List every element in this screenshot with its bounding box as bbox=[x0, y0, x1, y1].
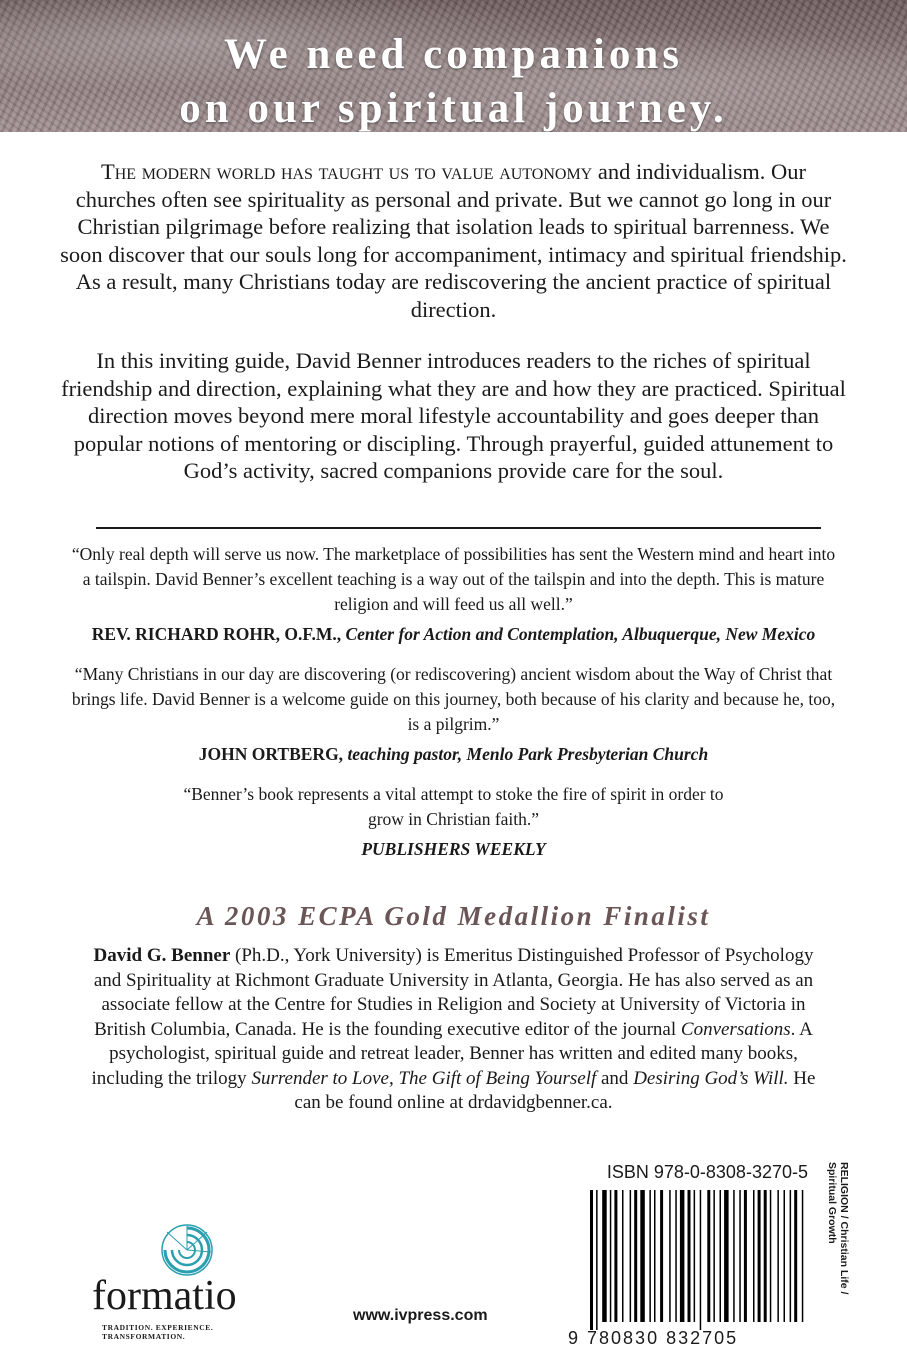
isbn-barcode bbox=[568, 1162, 808, 1352]
endorsement-attribution bbox=[180, 837, 727, 862]
endorser-name: JOHN ORTBERG, bbox=[198, 744, 344, 764]
endorser-affiliation: teaching pastor, Menlo Park Presbyterian Church bbox=[347, 744, 709, 764]
tagline-line-2: TRANSFORMATION. bbox=[102, 1332, 186, 1341]
barcode-bar bbox=[794, 1190, 797, 1322]
barcode-bar bbox=[784, 1190, 786, 1322]
endorsement-text: “Only real depth will serve us now. The marketplace of possibilities has sent the Western mind and heart into a tailspin. David Benner’s excellent teaching is a way out of the tailspin and into the depth. This is mature religion and will feed us all well.” bbox=[71, 544, 836, 614]
logo-wordmark: formatio bbox=[92, 1273, 237, 1319]
author-name: David G. Benner bbox=[93, 945, 231, 966]
category-line-1: RELIGION / Christian Life / bbox=[838, 1162, 850, 1295]
header-banner bbox=[0, 0, 907, 132]
barcode-bar bbox=[733, 1190, 735, 1322]
description-body-1: and individualism. Our churches often see spirituality as personal and private. But we cannot go long in our Christian pilgrimage before realizing that isolation leads to spiritual barrenness. We soon discover that our souls long for accompaniment, intimacy and spiritual friendship. As a result, many Christians today are rediscovering the ancient practice of spiritual direction. bbox=[60, 159, 847, 322]
bio-trilogy: Surrender to Love, The Gift of Being Yourself bbox=[251, 1067, 597, 1089]
barcode-bar bbox=[640, 1190, 645, 1322]
barcode-bar bbox=[675, 1190, 677, 1322]
endorser-affiliation: Center for Action and Contemplation, Albuquerque, New Mexico bbox=[345, 624, 816, 644]
banner-headline bbox=[0, 28, 907, 132]
author-bio bbox=[86, 944, 821, 1116]
barcode-bar bbox=[614, 1190, 617, 1322]
category-line-2: Spiritual Growth bbox=[826, 1162, 838, 1244]
endorser-name: REV. RICHARD ROHR, O.F.M., bbox=[91, 624, 342, 644]
barcode-bar bbox=[602, 1190, 607, 1322]
description-paragraph-1 bbox=[60, 158, 847, 323]
publisher-website: www.ivpress.com bbox=[353, 1307, 488, 1324]
barcode-bar bbox=[622, 1190, 624, 1322]
barcode-number: 9 780830 832705 bbox=[568, 1328, 739, 1348]
barcode-bar bbox=[707, 1190, 710, 1322]
endorser-affiliation: PUBLISHERS WEEKLY bbox=[361, 839, 546, 859]
tagline-line-1: TRADITION. EXPERIENCE. bbox=[102, 1323, 214, 1332]
award-banner: A 2003 ECPA Gold Medallion Finalist bbox=[196, 901, 711, 931]
bio-text-2: . A psychologist, spiritual guide and retreat leader, Benner has written and edited many books, including the trilogy bbox=[91, 1018, 813, 1089]
isbn-label: ISBN 978-0-8308-3270-5 bbox=[606, 1162, 808, 1182]
barcode-bars bbox=[568, 1190, 808, 1330]
barcode-bar bbox=[790, 1190, 792, 1322]
section-divider bbox=[96, 527, 821, 529]
description-paragraph-2: In this inviting guide, David Benner introduces readers to the riches of spiritual friendship and direction, explaining what they are and how they are practiced. Spiritual direction moves beyond mere moral lifestyle accountability and goes deeper than popular notions of mentoring or discipling. Through prayerful, guided attunement to God’s activity, sacred companions provide care for the soul. bbox=[61, 348, 846, 483]
bio-text-3: and bbox=[596, 1067, 634, 1089]
barcode-bar bbox=[700, 1190, 702, 1330]
endorsement-text: “Many Christians in our day are discovering (or rediscovering) ancient wisdom about the Way of Christ that brings life. David Benner is a welcome guide on this journey, both because of his clarity and because he, too, is a pilgrim.” bbox=[71, 664, 836, 734]
barcode-bar bbox=[669, 1190, 671, 1322]
endorsement-ortberg bbox=[70, 662, 837, 767]
bio-text-4: He can be found online at drdavidgbenner.ca. bbox=[294, 1067, 816, 1113]
endorsement-rohr bbox=[70, 542, 837, 647]
formatio-logo bbox=[92, 1222, 262, 1342]
bisac-category bbox=[826, 1162, 850, 1294]
endorsement-text: “Benner’s book represents a vital attempt to stoke the fire of spirit in order to grow in Christian faith.” bbox=[183, 784, 724, 829]
bio-text-1: (Ph.D., York University) is Emeritus Distinguished Professor of Psychology and Spirituality at Richmont Graduate University in Atlanta, Georgia. He has also served as an associate fellow at the Centre for Studies in Religion and Society at University of Victoria in British Columbia, Canada. He is the founding executive editor of the journal bbox=[93, 945, 814, 1040]
barcode-bar bbox=[770, 1190, 772, 1322]
endorsement-attribution bbox=[70, 622, 837, 647]
barcode-bar bbox=[758, 1190, 761, 1322]
barcode-bar bbox=[764, 1190, 767, 1322]
barcode-bar bbox=[777, 1190, 779, 1322]
endorsement-publishers-weekly bbox=[70, 782, 837, 862]
bio-book-3: Desiring God’s Will. bbox=[633, 1067, 789, 1089]
barcode-bar bbox=[630, 1190, 632, 1322]
bio-journal: Conversations bbox=[680, 1018, 791, 1040]
barcode-bar bbox=[724, 1190, 729, 1322]
barcode-bar bbox=[634, 1190, 637, 1322]
barcode-bar bbox=[596, 1190, 598, 1330]
barcode-bar bbox=[744, 1190, 747, 1322]
barcode-bar bbox=[739, 1190, 741, 1322]
barcode-bar bbox=[610, 1190, 612, 1322]
description-lead: The modern world has taught us to value autonomy bbox=[101, 159, 593, 184]
endorsement-attribution bbox=[70, 742, 837, 767]
barcode-bar bbox=[713, 1190, 715, 1322]
barcode-bar bbox=[590, 1190, 593, 1330]
barcode-bar bbox=[753, 1190, 755, 1322]
banner-line-2: on our spiritual journey. bbox=[179, 85, 728, 132]
barcode-bar bbox=[649, 1190, 651, 1322]
barcode-bar bbox=[720, 1190, 722, 1322]
barcode-bar bbox=[660, 1190, 663, 1322]
barcode-bar bbox=[680, 1190, 685, 1322]
barcode-bar bbox=[654, 1190, 656, 1322]
banner-line-1: We need companions bbox=[223, 31, 684, 78]
endorsements bbox=[70, 542, 837, 877]
nautilus-icon bbox=[157, 1222, 217, 1277]
barcode-bar bbox=[802, 1190, 804, 1322]
barcode-bar bbox=[694, 1190, 696, 1322]
barcode-bar bbox=[688, 1190, 691, 1322]
logo-tagline bbox=[102, 1323, 262, 1341]
book-description bbox=[60, 158, 847, 509]
